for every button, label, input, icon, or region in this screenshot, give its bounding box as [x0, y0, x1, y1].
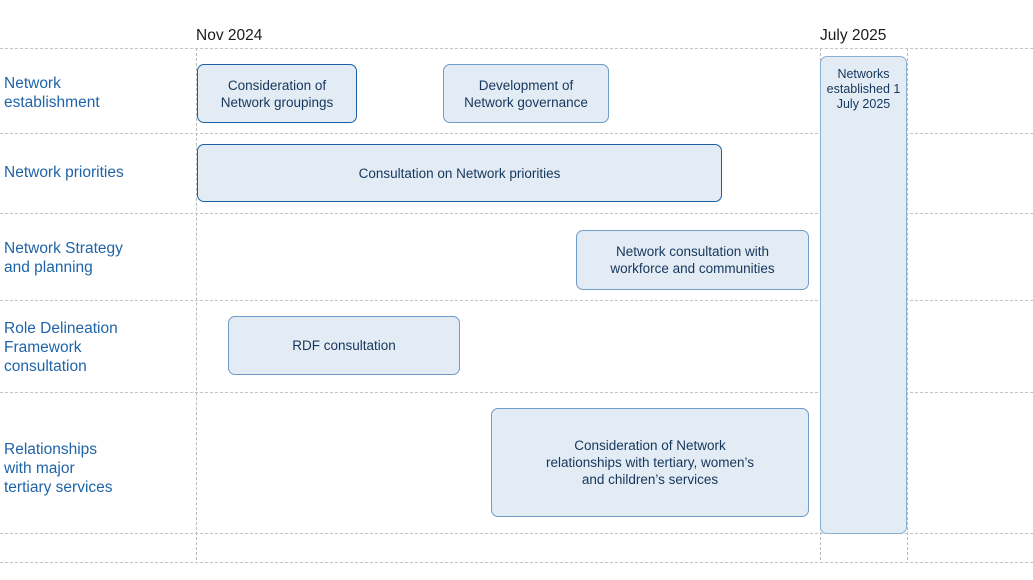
activity-rdf-consultation[interactable] — [228, 316, 460, 375]
activity-network-consultation-with-workforce-and-communities[interactable] — [576, 230, 809, 290]
timeline-marker-label-nov-2024: Nov 2024 — [196, 27, 263, 44]
timeline-gridline-july-2025-right — [907, 48, 908, 560]
row-label-role-delineation-framework-consultation — [4, 319, 189, 376]
row-label-line-1: Network priorities — [4, 164, 124, 181]
activity-line-2: relationships with tertiary, women’s — [545, 455, 755, 470]
activity-consultation-on-network-priorities[interactable] — [197, 144, 722, 202]
activity-line-2: workforce and communities — [610, 261, 775, 276]
timeline-gridline-nov-2024 — [196, 48, 197, 560]
row-label-line-1: Relationships — [4, 441, 98, 458]
milestone-line-1: Networks — [837, 67, 890, 81]
activity-development-of-network-governance[interactable] — [443, 64, 609, 123]
row-label-line-2: establishment — [4, 94, 100, 111]
activity-line-1: RDF consultation — [292, 338, 396, 353]
activity-line-1: Network consultation with — [615, 244, 770, 259]
row-label-line-2: Framework — [4, 339, 82, 356]
row-label-network-priorities — [4, 163, 189, 182]
row-label-network-strategy-and-planning — [4, 239, 189, 277]
activity-line-1: Consultation on Network priorities — [358, 165, 561, 181]
row-label-line-1: Network — [4, 75, 61, 92]
row-label-line-3: tertiary services — [4, 479, 113, 496]
milestone-line-2: established — [826, 82, 890, 96]
row-label-line-1: Network Strategy — [4, 240, 123, 257]
milestone-line-3: 1 July 2025 — [836, 82, 901, 111]
row-separator-bottom — [0, 562, 1033, 563]
row-label-network-establishment — [4, 74, 189, 112]
row-label-line-2: and planning — [4, 259, 93, 276]
activity-line-2: Network groupings — [220, 94, 334, 110]
activity-consideration-of-network-relationships[interactable] — [491, 408, 809, 517]
row-label-line-2: with major — [4, 460, 75, 477]
activity-line-1: Consideration of Network — [574, 438, 726, 453]
row-separator-top — [0, 48, 1033, 49]
timeline-marker-label-july-2025: July 2025 — [820, 27, 887, 44]
activity-line-1: Development of — [478, 77, 574, 93]
milestone-band-networks-established — [820, 56, 907, 534]
row-label-relationships-with-major-tertiary-services — [4, 440, 189, 497]
activity-line-2: Network governance — [464, 94, 588, 110]
milestone-band-text — [821, 67, 906, 112]
activity-line-1: Consideration of — [227, 77, 327, 93]
activity-line-3: and children’s services — [581, 472, 719, 487]
activity-consideration-of-network-groupings[interactable] — [197, 64, 357, 123]
row-label-line-1: Role Delineation — [4, 320, 118, 337]
row-label-line-3: consultation — [4, 358, 87, 375]
